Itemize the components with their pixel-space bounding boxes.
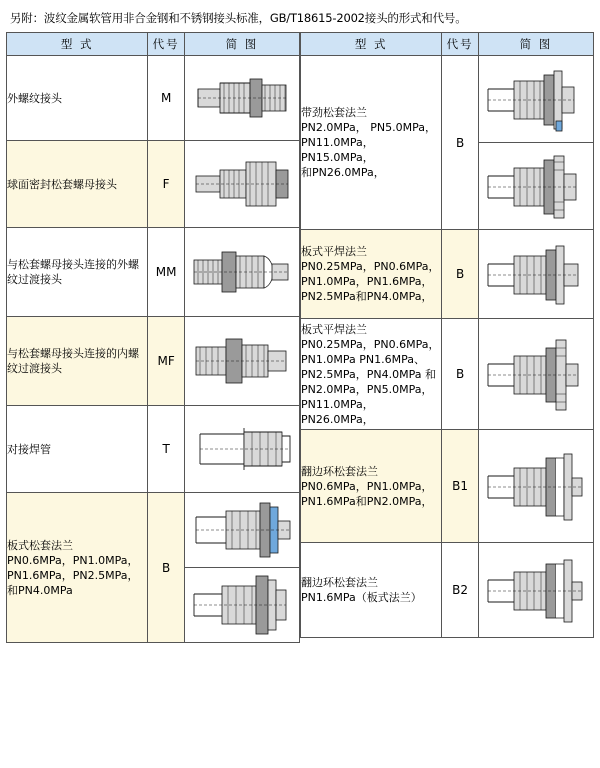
table-row [301, 319, 594, 430]
right-table-header-row [301, 33, 594, 56]
row-code: B [442, 230, 478, 319]
row-figure [478, 56, 593, 143]
header-type: 型 式 [7, 33, 148, 56]
row-type-label [301, 543, 442, 638]
left-table-container [6, 32, 300, 643]
flange-line-4: 和PN4.0MPa [7, 583, 73, 597]
header-type: 型 式 [301, 33, 442, 56]
flange-line-1: 板式松套法兰 [7, 538, 73, 552]
row-type-label [301, 230, 442, 319]
desc-line-2: PN0.25MPa，PN0.6MPa， [301, 260, 440, 273]
header-code: 代号 [148, 33, 184, 56]
row-code: B2 [442, 543, 478, 638]
lap-joint-flange-icon [480, 438, 592, 534]
row-code: B1 [442, 430, 478, 543]
row-type-label: 与松套螺母接头连接的内螺纹过渡接头 [7, 317, 148, 406]
table-row [7, 141, 300, 228]
plate-loose-flange-icon [186, 493, 298, 567]
desc-line-1: 翻边环松套法兰 [301, 576, 378, 589]
page-title: 另附：波纹金属软管用非合金钢和不锈钢接头标准，GB/T18615-2002接头的形式和代号。 [10, 11, 467, 25]
table-row [301, 543, 594, 638]
desc-line-3: PN1.6MPa和PN2.0MPa， [301, 494, 433, 508]
ribbed-loose-flange-icon [480, 57, 592, 141]
desc-line-4: PN2.5MPa，PN4.0MPa 和 [301, 367, 436, 381]
header-figure: 简 图 [478, 33, 593, 56]
row-figure [184, 568, 299, 643]
table-row [301, 230, 594, 319]
desc-line-1: 板式平焊法兰 [301, 322, 367, 336]
row-code: B [442, 319, 478, 430]
row-type-label: 外螺纹接头 [7, 56, 148, 141]
desc-line-2: PN1.6MPa（板式法兰） [301, 591, 422, 604]
ribbed-loose-flange-icon-2 [480, 144, 592, 228]
desc-line-3: PN1.0MPa，PN1.6MPa， [301, 275, 433, 288]
row-type-label [301, 430, 442, 543]
table-row [7, 56, 300, 141]
row-code: M [148, 56, 184, 141]
table-row [7, 228, 300, 317]
right-table [300, 32, 594, 638]
lap-joint-flange-2-icon [480, 546, 592, 634]
desc-line-3: PN1.0MPa PN1.6MPa、 [301, 352, 425, 366]
row-code: F [148, 141, 184, 228]
desc-line-1: 板式平焊法兰 [301, 245, 367, 258]
row-code: T [148, 406, 184, 493]
row-figure [184, 56, 299, 141]
row-figure [478, 430, 593, 543]
row-figure [184, 228, 299, 317]
desc-line-1: 翻边环松套法兰 [301, 464, 378, 478]
row-type-label [7, 493, 148, 643]
row-type-label [301, 319, 442, 430]
butt-weld-pipe-icon [186, 414, 298, 484]
table-row [7, 493, 300, 568]
table-row [7, 317, 300, 406]
male-thread-connector-icon [186, 61, 298, 135]
row-figure [478, 230, 593, 319]
row-figure [478, 319, 593, 430]
row-figure [184, 317, 299, 406]
row-type-label: 球面密封松套螺母接头 [7, 141, 148, 228]
row-figure [184, 141, 299, 228]
left-table [6, 32, 300, 643]
male-thread-transition-icon [186, 234, 298, 310]
desc-line-2: PN0.25MPa，PN0.6MPa， [301, 337, 440, 351]
desc-line-1: 带劲松套法兰 [301, 106, 367, 119]
row-figure [184, 406, 299, 493]
desc-line-6: PN11.0MPa，PN26.0MPa， [301, 397, 374, 426]
row-figure [184, 493, 299, 568]
row-code: MM [148, 228, 184, 317]
desc-line-5: PN2.0MPa，PN5.0MPa， [301, 382, 433, 396]
desc-line-4: 和PN26.0MPa， [301, 166, 385, 179]
table-row [7, 406, 300, 493]
desc-line-2: PN2.0MPa， PN5.0MPa， [301, 121, 436, 134]
desc-line-2: PN0.6MPa，PN1.0MPa， [301, 479, 433, 493]
header-code: 代号 [442, 33, 478, 56]
desc-line-4: PN2.5MPa和PN4.0MPa， [301, 290, 433, 303]
table-row [301, 430, 594, 543]
row-type-label: 与松套螺母接头连接的外螺纹过渡接头 [7, 228, 148, 317]
row-code: B [148, 493, 184, 643]
row-figure [478, 143, 593, 230]
row-code: B [442, 56, 478, 230]
spherical-seal-union-nut-icon [186, 146, 298, 222]
female-thread-transition-icon [186, 323, 298, 399]
left-table-header-row [7, 33, 300, 56]
plate-welding-flange-2-icon [480, 326, 592, 422]
flange-line-2: PN0.6MPa，PN1.0MPa， [7, 553, 139, 567]
row-code: MF [148, 317, 184, 406]
right-table-container [300, 32, 594, 643]
desc-line-3: PN11.0MPa，PN15.0MPa， [301, 136, 374, 164]
flange-line-3: PN1.6MPa，PN2.5MPa， [7, 568, 139, 582]
row-type-label: 对接焊管 [7, 406, 148, 493]
standards-table [6, 32, 594, 643]
row-type-label [301, 56, 442, 230]
plate-welding-flange-icon [480, 234, 592, 314]
header-figure: 简 图 [184, 33, 299, 56]
plate-loose-flange-icon-2 [186, 568, 298, 642]
table-row [301, 56, 594, 143]
row-figure [478, 543, 593, 638]
